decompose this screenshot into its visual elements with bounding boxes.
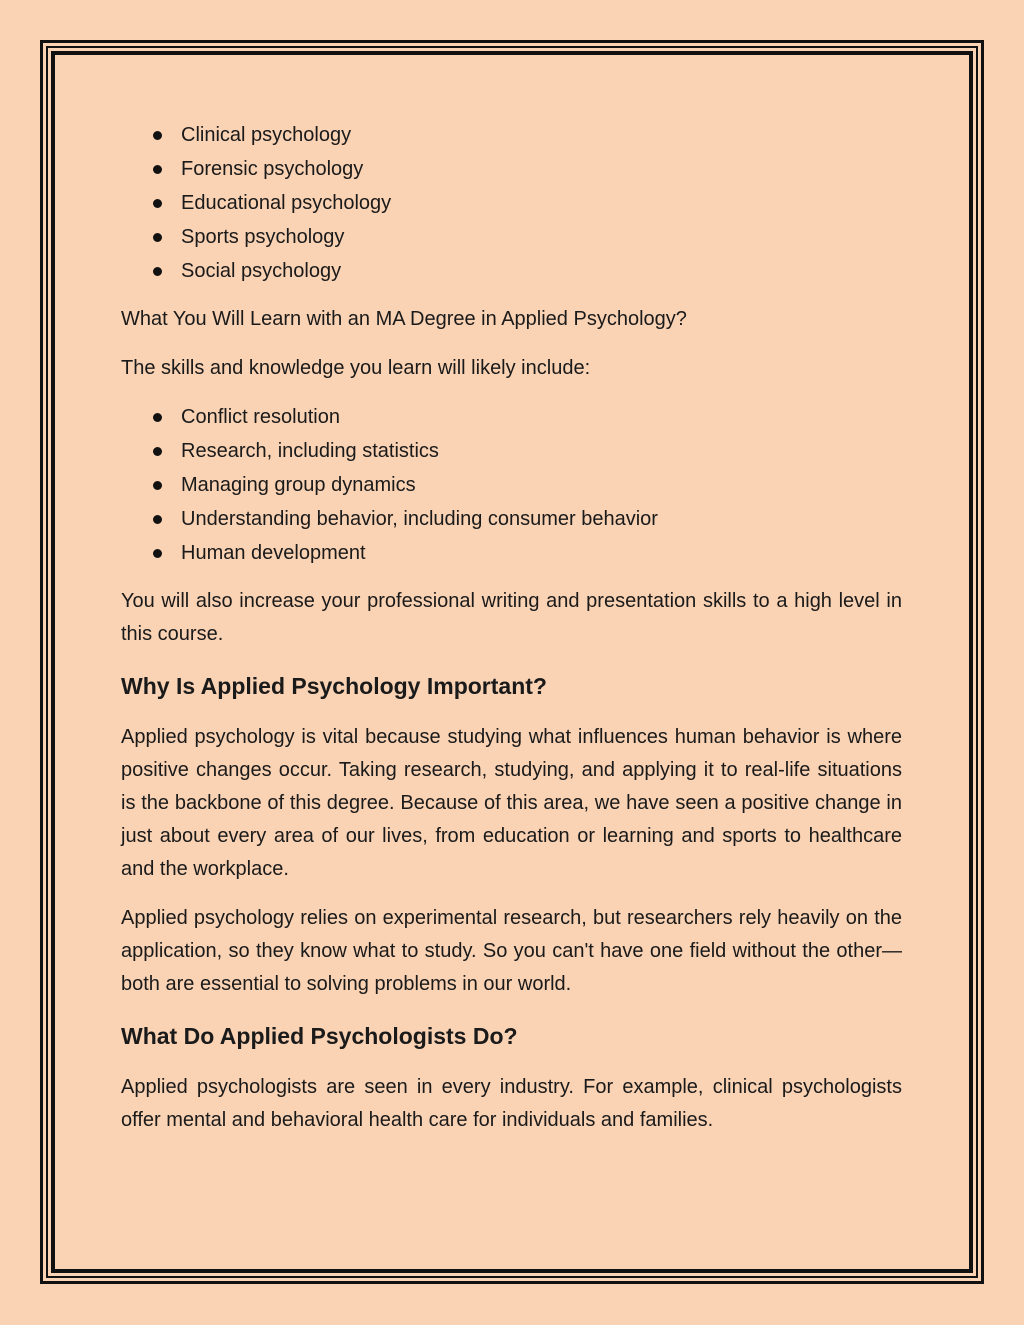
list-item-text: Forensic psychology <box>181 158 364 180</box>
list-item-text: Sports psychology <box>181 226 345 248</box>
list-item <box>121 152 902 186</box>
list-item-text: Managing group dynamics <box>181 474 416 496</box>
list-item-text: Human development <box>181 542 366 564</box>
skills-intro: The skills and knowledge you learn will likely include: <box>121 357 591 379</box>
learn-question: What You Will Learn with an MA Degree in Applied Psychology? <box>121 308 687 330</box>
bullet-icon <box>153 267 162 276</box>
psychology-fields-list <box>121 118 902 288</box>
psychologists-paragraph: Applied psychologists are seen in every industry. For example, clinical psychologists offer mental and behavioral health care for individuals and families. <box>121 1076 902 1131</box>
bullet-icon <box>153 549 162 558</box>
list-item <box>121 434 902 468</box>
bullet-icon <box>153 233 162 242</box>
writing-skills-paragraph: You will also increase your professional writing and presentation skills to a high level in this course. <box>121 590 902 645</box>
list-item-text: Social psychology <box>181 260 342 282</box>
bullet-icon <box>153 481 162 490</box>
list-item <box>121 400 902 434</box>
bullet-icon <box>153 413 162 422</box>
list-item <box>121 254 902 288</box>
bullet-icon <box>153 515 162 524</box>
list-item <box>121 468 902 502</box>
list-item-text: Conflict resolution <box>181 406 340 428</box>
list-item-text: Research, including statistics <box>181 440 439 462</box>
bullet-icon <box>153 165 162 174</box>
importance-paragraph-2: Applied psychology relies on experimental research, but researchers rely heavily on the application, so they know what to study. So you can't have one field without the other—both are essential to solving problems in our world. <box>121 907 902 995</box>
list-item-text: Educational psychology <box>181 192 392 214</box>
list-item <box>121 118 902 152</box>
bullet-icon <box>153 131 162 140</box>
list-item <box>121 220 902 254</box>
section-heading-what-do: What Do Applied Psychologists Do? <box>121 1023 518 1049</box>
list-item-text: Understanding behavior, including consumer behavior <box>181 508 658 530</box>
bullet-icon <box>153 447 162 456</box>
list-item-text: Clinical psychology <box>181 124 352 146</box>
list-item <box>121 186 902 220</box>
importance-paragraph-1: Applied psychology is vital because studying what influences human behavior is where positive changes occur. Taking research, studying, and applying it to real-life situations is the backbone of this degree. Because of this area, we have seen a positive change in just about every area of our lives, from education or learning and sports to healthcare and the workplace. <box>121 726 902 880</box>
list-item <box>121 536 902 570</box>
bullet-icon <box>153 199 162 208</box>
section-heading-important: Why Is Applied Psychology Important? <box>121 673 547 699</box>
document-content <box>121 118 902 1137</box>
skills-list <box>121 400 902 570</box>
list-item <box>121 502 902 536</box>
